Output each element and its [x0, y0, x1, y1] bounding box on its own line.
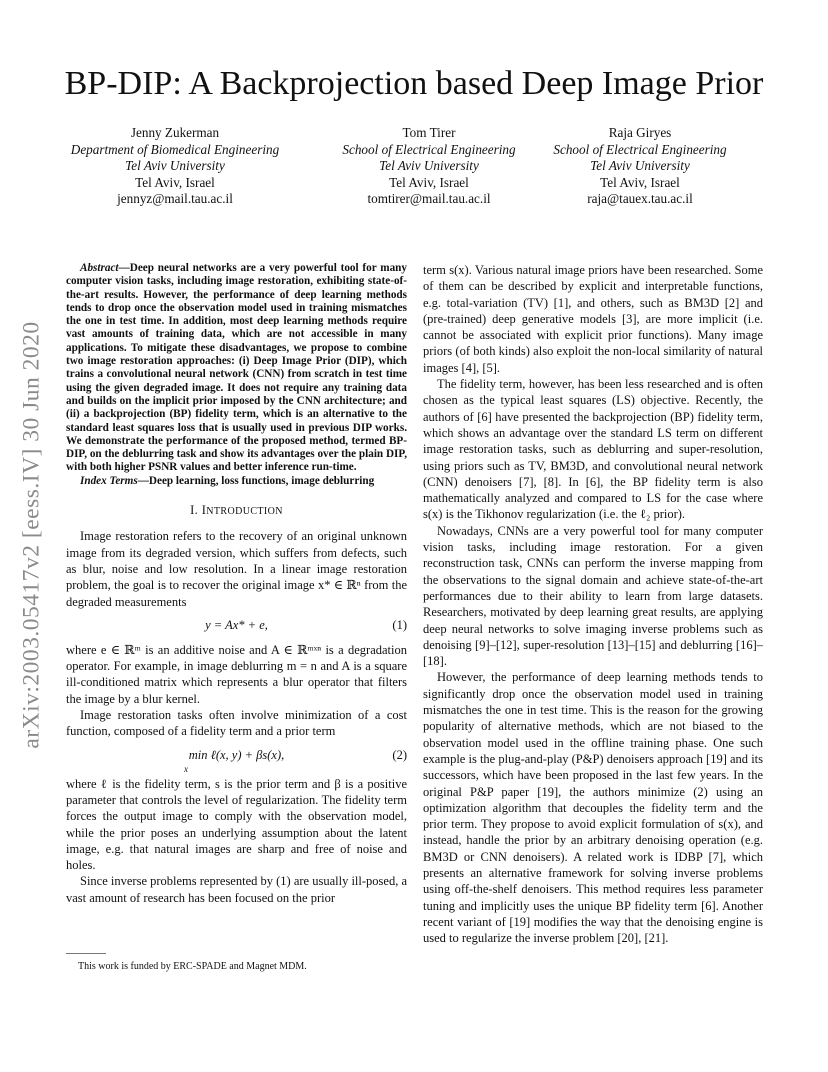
equation-2-subscript: x	[184, 763, 188, 774]
author-block-1	[45, 125, 305, 208]
section-title-rest: NTRODUCTION	[206, 506, 283, 518]
equation-1-body: y = Ax* + e,	[205, 617, 268, 632]
author-dept: School of Electrical Engineering	[342, 141, 516, 157]
footnote: This work is funded by ERC-SPADE and Magnet MDM.	[78, 961, 307, 972]
section-heading	[66, 502, 407, 520]
intro-paragraph: Image restoration refers to the recovery of an original unknown image from its degraded version, which suffers from defects, such as blur, noise and low resolution. In a linear image restoration problem, the goal is to recover the original image x* ∈ ℝⁿ from the degraded measurements	[66, 529, 407, 609]
abstract	[66, 262, 407, 488]
author-university: Tel Aviv University	[125, 158, 225, 174]
arxiv-identifier[interactable]: arXiv:2003.05417v2 [eess.IV] 30 Jun 2020	[18, 321, 45, 749]
section-number: I.	[190, 503, 199, 518]
author-university: Tel Aviv University	[379, 158, 479, 174]
intro-paragraph: Since inverse problems represented by (1) are usually ill-posed, a vast amount of research has been focused on the prior	[66, 874, 407, 905]
author-email[interactable]: raja@tauex.tau.ac.il	[587, 191, 693, 207]
intro-paragraph: where e ∈ ℝᵐ is an additive noise and A ∈ ℝᵐˣⁿ is a degradation operator. For example, in image deblurring m = n and A is a square ill-conditioned matrix which represents a blur operator that filters the image by a blur kernel.	[66, 642, 407, 706]
body-paragraph: term s(x). Various natural image priors have been researched. Some of them can be described by explicit and interpretable functions, e.g. total-variation (TV) [1], and others, such as BM3D [2] and (pre-trained) deep generative models [3], are more implicit (i.e. cannot be associated with explicit prior functions). Many image priors (of both kinds) also exploit the non-local similarity of natural images [4], [5].	[423, 263, 763, 375]
abstract-label: Abstract	[80, 262, 119, 274]
equation-1-number: (1)	[392, 617, 407, 632]
intro-paragraph: Image restoration tasks often involve minimization of a cost function, composed of a fidelity term and a prior term	[66, 708, 407, 739]
abstract-text: —Deep neural networks are a very powerful tool for many computer vision tasks, including image restoration, exhibiting state-of-the-art results. However, the performance of deep learning methods tends to drop once the observation model used in training mismatches the one in test time. In addition, most deep learning methods require vast amounts of training data, which are not accessible in many applications. To mitigate these disadvantages, we propose to combine two image restoration approaches: (i) Deep Image Prior (DIP), which trains a convolutional neural network (CNN) from scratch in test time using the given degraded image. It does not require any training data and builds on the implicit prior imposed by the CNN architecture; and (ii) a backprojection (BP) fidelity term, which is an alternative to the standard least squares loss that is usually used in previous DIP works. We demonstrate the performance of the proposed method, termed BP-DIP, on the deblurring task and show its advantages over the plain DIP, with both higher PSNR values and better inference run-time.	[66, 262, 407, 474]
author-dept: School of Electrical Engineering	[553, 141, 727, 157]
author-name: Jenny Zukerman	[130, 125, 220, 140]
section-title-initial: I	[201, 503, 207, 518]
left-column	[66, 262, 407, 906]
footnote-rule	[66, 953, 106, 954]
author-email[interactable]: tomtirer@mail.tau.ac.il	[367, 191, 491, 207]
arxiv-sidebar	[8, 290, 56, 780]
author-block-3	[510, 125, 770, 208]
body-paragraph: However, the performance of deep learning methods tends to significantly drop once the observation model used in training mismatches the one in test time. This is the reason for the growing popularity of alternative methods, which are not biased to the observation model used in the offline training phase. One such example is the plug-and-play (P&P) denoisers approach [19] and its successors, which have been proposed in the last few years. In the original P&P paper [19], the authors minimize (2) using an optimization algorithm that decouples the fidelity term and the prior term. They propose to avoid explicit formulation of s(x), and instead, handle the prior by an arbitrary denoising operation (e.g. BM3D or CNN denoisers). A related work is IDBP [7], which presents an alternative framework for solving inverse problems using off-the-shelf denoisers. This method requires less parameter tuning and implicitly uses the unique BP fidelity term [6]. Another recent variant of [19] modifies the way that the denoising engine is used to regularize the inverse problem [20], [21].	[423, 670, 763, 946]
right-column	[423, 262, 763, 946]
intro-paragraph: where ℓ is the fidelity term, s is the prior term and β is a positive parameter that controls the level of regularization. The fidelity term forces the output image to comply with the observation model, while the prior poses an underlying assumption about the latent image, e.g. that natural images are sharp and free of noise and holes.	[66, 776, 407, 873]
equation-1	[66, 617, 407, 635]
author-city: Tel Aviv, Israel	[135, 174, 215, 190]
index-terms-text: —Deep learning, loss functions, image deblurring	[137, 474, 375, 487]
author-name: Tom Tirer	[402, 125, 456, 140]
author-dept: Department of Biomedical Engineering	[70, 141, 280, 157]
author-name: Raja Giryes	[608, 125, 672, 140]
equation-2-body: min ℓ(x, y) + βs(x),	[188, 747, 285, 762]
author-city: Tel Aviv, Israel	[600, 174, 680, 190]
paper-title: BP-DIP: A Backprojection based Deep Image Prior	[64, 65, 764, 102]
equation-2	[66, 747, 407, 774]
author-city: Tel Aviv, Israel	[389, 174, 469, 190]
author-university: Tel Aviv University	[590, 158, 690, 174]
author-email[interactable]: jennyz@mail.tau.ac.il	[117, 191, 233, 207]
index-terms-label: Index Terms	[80, 474, 138, 487]
equation-2-number: (2)	[392, 747, 407, 762]
body-paragraph: The fidelity term, however, has been less researched and is often chosen as the typical least squares (LS) objective. Recently, the authors of [6] have presented the backprojection (BP) fidelity term, which shows an advantage over the standard LS term on different image restoration tasks, such as deblurring and super-resolution, using priors such as TV, BM3D, and convolutional neural network (CNN) denoisers [7], [8]. In [6], the BP fidelity term is also mathematically analyzed and compared to LS for the case where s(x) is the Tikhonov regularization (i.e. the ℓ₂ prior).	[423, 377, 763, 522]
body-paragraph: Nowadays, CNNs are a very powerful tool for many computer vision tasks, including image restoration. For a given reconstruction task, CNNs can perform the inverse mapping from the observations to the signal domain and achieve state-of-the-art performances due to their ability to learn from large datasets. Researchers, motivated by deep learning great results, are applying deep neural networks to solve imaging inverse problems such as denoising [9]–[12], super-resolution [13]–[15] and deblurring [16]–[18].	[423, 523, 763, 669]
